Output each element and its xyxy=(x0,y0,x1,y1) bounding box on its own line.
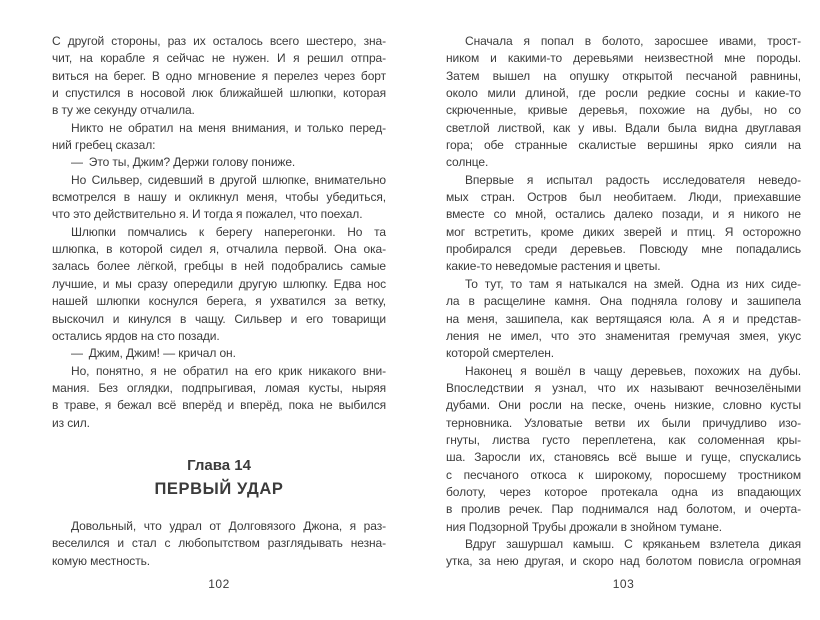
text-line: Наконец я вошёл в чащу деревьев, похожих на дубы. xyxy=(465,363,801,378)
text-line: лучшие, и мы сразу опередили другую шлюпку. Едва нос xyxy=(52,276,386,291)
text-line: светлой листвой, как у ивы. Вдали была видна двуглавая xyxy=(446,120,801,135)
text-line: которой смертелен. xyxy=(446,346,555,361)
text-line: Впервые я испытал радость исследователя неведо- xyxy=(465,172,801,187)
text-line: веселился и стал с любопытством разглядывать незна- xyxy=(52,536,386,551)
text-line: на меня, зашипела, как вертящаяся юла. А я и представ- xyxy=(446,311,801,326)
page-left-text xyxy=(52,33,386,570)
text-line: Вдруг зашуршал камыш. С кряканьем взлетела дикая xyxy=(465,536,801,551)
chapter-heading xyxy=(52,455,386,501)
text-line: ла в расщелине камня. Она подняла голову и зашипела xyxy=(446,294,801,309)
text-line: ния Подзорной Трубы дрожали в знойном тумане. xyxy=(446,519,723,534)
text-line: в ту же секунду отчалила. xyxy=(52,103,195,118)
text-line: остались ярдов на сто позади. xyxy=(52,328,220,343)
text-line: гора; обе странные скалистые вершины ярко сияли на xyxy=(446,138,801,153)
page-number-right: 103 xyxy=(612,577,635,591)
page-right xyxy=(446,33,801,591)
text-line: скрюченные, кривые деревья, похожие на дубы, но со xyxy=(446,103,801,118)
chapter-title: ПЕРВЫЙ УДАР xyxy=(154,479,284,498)
text-line: из сил. xyxy=(52,415,90,430)
text-line: С другой стороны, раз их осталось всего шестеро, зна- xyxy=(52,34,386,48)
text-line: выскочил и кинулся в чащу. Сильвер и его товарищи xyxy=(52,311,386,326)
page-left xyxy=(52,33,386,591)
text-line: ша. Заросли их, становясь всё выше и гуще, спускались xyxy=(446,450,801,465)
text-line: терновника. Узловатые ветви их были причудливо изо- xyxy=(446,415,801,430)
text-line: с песчаного откоса к широкому, поросшему тростником xyxy=(446,467,801,482)
text-line: Затем вышел на опушку открытой песчаной равнины, xyxy=(446,68,801,83)
text-line: Довольный, что удрал от Долговязого Джона, я раз- xyxy=(71,518,386,533)
text-line: — Джим, Джим! — кричал он. xyxy=(71,346,236,361)
text-line: утка, за нею другая, и скоро над болотом повисла огромная xyxy=(446,554,801,569)
text-line: пробирался среди деревьев. Повсюду мне попадались xyxy=(446,242,801,257)
text-line: гнуты, листва густо переплетена, как соломенная кры- xyxy=(446,432,801,447)
text-line: что это действительно я. И тогда я пожалел, что поехал. xyxy=(52,207,363,222)
text-line: Но Сильвер, сидевший в другой шлюпке, внимательно xyxy=(71,172,386,187)
text-line: и спустился в носовой люк ближайшей шлюпки, которая xyxy=(52,86,386,101)
text-line: болоту, через которое протекала одна из впадающих xyxy=(446,484,801,499)
text-line: мых стран. Остров был необитаем. Люди, приехавшие xyxy=(446,190,801,205)
page-right-text xyxy=(446,33,801,571)
text-line: вместе со мной, остались далеко позади, и я никого не xyxy=(446,207,801,222)
text-line: всмотрелся в нашу и окликнул меня, чтобы убедиться, xyxy=(52,190,386,205)
text-line: Шлюпки помчались к берегу наперегонки. Но та xyxy=(71,224,386,239)
text-line: Впоследствии я узнал, что их называют вечнозелёными xyxy=(446,380,801,395)
text-line: виться на берег. В одно мгновение я перелез через борт xyxy=(52,68,386,83)
text-line: нашей шлюпки коснулся берега, я ухватился за ветку, xyxy=(52,294,386,309)
text-line: около мили длиной, где росли редкие сосны и какие-то xyxy=(446,86,801,101)
text-line: ления не имел, что это знаменитая гремучая змея, укус xyxy=(446,328,801,343)
text-line: мог встретить, кроме диких зверей и птиц. Я осторожно xyxy=(446,224,801,239)
text-line: в траве, я бежал всё вперёд и вперёд, пока не выбился xyxy=(52,398,386,413)
text-line: мания. Без оглядки, подпрыгивая, ломая кусты, ныряя xyxy=(52,380,386,395)
chapter-number: Глава 14 xyxy=(187,456,251,474)
text-line: дубами. Они росли на песке, очень низкие, словно кусты xyxy=(446,398,801,413)
text-line: шлюпка, в которой сидел я, отчалила первой. Она ока- xyxy=(52,242,386,257)
page-number-left: 102 xyxy=(208,577,230,591)
text-line: комую местность. xyxy=(52,553,150,568)
text-line: Никто не обратил на меня внимания, и только перед- xyxy=(71,120,386,135)
text-line: залась более лёгкой, гребцы в ней подобрались самые xyxy=(52,259,386,274)
text-line: То тут, то там я натыкался на змей. Одна из них сиде- xyxy=(465,276,801,291)
text-line: ником и какими-то деревьями неизвестной мне породы. xyxy=(446,51,801,66)
text-line: ний гребец сказал: xyxy=(52,138,156,153)
text-line: в пролив речек. Пар поднимался над болотом, и очерта- xyxy=(446,502,801,517)
text-line: Но, понятно, я не обратил на его крик никакого вни- xyxy=(71,363,386,378)
text-line: какие-то неведомые растения и цветы. xyxy=(446,259,661,274)
text-line: солнце. xyxy=(446,155,489,170)
text-line: Сначала я попал в болото, заросшее ивами, трост- xyxy=(465,34,801,48)
text-line: — Это ты, Джим? Держи голову пониже. xyxy=(71,155,296,170)
text-line: чит, на корабле я сейчас не нужен. И я решил отпра- xyxy=(52,51,386,66)
